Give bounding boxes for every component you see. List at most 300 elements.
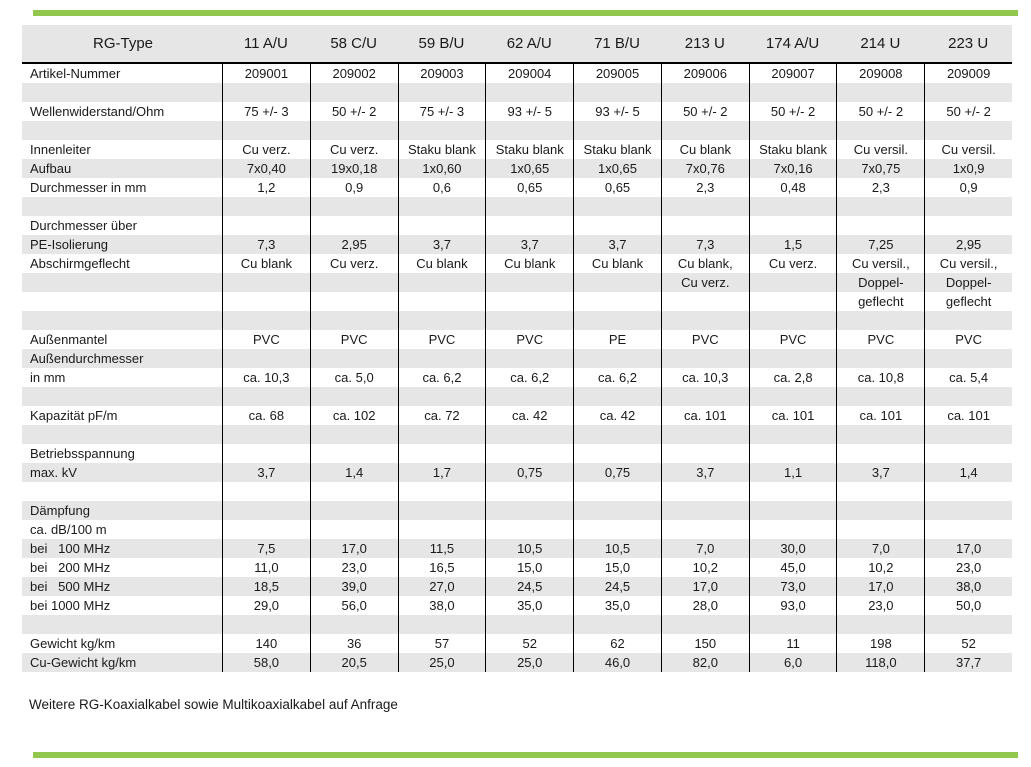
table-cell: 0,75: [485, 463, 573, 482]
table-cell: Cu versil.,: [836, 254, 924, 273]
table-cell: 50 +/- 2: [310, 102, 398, 121]
table-cell: [573, 482, 661, 501]
table-cell: [573, 501, 661, 520]
table-row: [22, 197, 1012, 216]
table-row: [22, 501, 1012, 520]
table-cell: [485, 197, 573, 216]
table-cell: 7x0,76: [661, 159, 749, 178]
table-cell: 24,5: [573, 577, 661, 596]
table-cell: [836, 615, 924, 634]
table-cell: ca. 5,0: [310, 368, 398, 387]
row-label: [22, 387, 222, 406]
table-cell: 50 +/- 2: [749, 102, 837, 121]
table-cell: ca. 102: [310, 406, 398, 425]
table-cell: [924, 387, 1012, 406]
table-cell: 0,9: [310, 178, 398, 197]
table-cell: [398, 311, 486, 330]
table-cell: [310, 216, 398, 235]
table-cell: 11,0: [222, 558, 310, 577]
table-cell: [222, 292, 310, 311]
table-cell: 10,2: [661, 558, 749, 577]
table-cell: ca. 10,3: [661, 368, 749, 387]
table-row: [22, 254, 1012, 273]
table-cell: [836, 482, 924, 501]
table-cell: [485, 292, 573, 311]
table-cell: 19x0,18: [310, 159, 398, 178]
table-cell: 7x0,75: [836, 159, 924, 178]
table-cell: [485, 501, 573, 520]
table-cell: 27,0: [398, 577, 486, 596]
row-label: Durchmesser in mm: [30, 180, 147, 195]
table-cell: [398, 615, 486, 634]
table-cell: [222, 349, 310, 368]
table-cell: [836, 387, 924, 406]
table-cell: PVC: [924, 330, 1012, 349]
table-cell: ca. 2,8: [749, 368, 837, 387]
table-cell: 0,9: [924, 178, 1012, 197]
table-cell: [836, 444, 924, 463]
table-cell: [749, 216, 837, 235]
table-cell: ca. 42: [573, 406, 661, 425]
table-cell: 23,0: [310, 558, 398, 577]
row-label: in mm: [30, 370, 66, 385]
table-cell: 209004: [485, 64, 573, 83]
table-cell: [749, 444, 837, 463]
table-cell: [222, 482, 310, 501]
table-row: [22, 463, 1012, 482]
table-cell: [573, 292, 661, 311]
table-cell: [749, 615, 837, 634]
table-cell: 17,0: [310, 539, 398, 558]
table-body: [22, 64, 1012, 672]
table-cell: 209005: [573, 64, 661, 83]
table-cell: PVC: [836, 330, 924, 349]
table-cell: ca. 101: [749, 406, 837, 425]
table-cell: 1x0,60: [398, 159, 486, 178]
table-cell: ca. 6,2: [398, 368, 486, 387]
table-cell: PVC: [661, 330, 749, 349]
table-cell: 2,95: [924, 235, 1012, 254]
table-cell: PVC: [485, 330, 573, 349]
table-cell: [573, 216, 661, 235]
footer-note: Weitere RG-Koaxialkabel sowie Multikoaxialkabel auf Anfrage: [29, 697, 398, 712]
table-cell: 62: [573, 634, 661, 653]
table-cell: geflecht: [924, 292, 1012, 311]
table-cell: Cu verz.: [661, 273, 749, 292]
table-cell: [661, 501, 749, 520]
column-header: 213 U: [684, 35, 725, 52]
table-cell: 56,0: [310, 596, 398, 615]
table-cell: Staku blank: [398, 140, 486, 159]
rg-coax-spec-table: [22, 25, 1012, 672]
table-cell: [661, 121, 749, 140]
table-cell: 198: [836, 634, 924, 653]
table-cell: 7,0: [661, 539, 749, 558]
table-cell: 20,5: [310, 653, 398, 672]
table-cell: 209006: [661, 64, 749, 83]
table-cell: [749, 520, 837, 539]
table-cell: Cu verz.: [310, 254, 398, 273]
row-label: bei 1000 MHz: [30, 598, 111, 613]
row-label: Durchmesser über: [30, 218, 137, 233]
table-cell: 25,0: [398, 653, 486, 672]
row-label: Gewicht kg/km: [30, 636, 116, 651]
table-cell: 57: [398, 634, 486, 653]
table-cell: [310, 311, 398, 330]
table-cell: [398, 349, 486, 368]
table-cell: [222, 615, 310, 634]
table-cell: [398, 444, 486, 463]
table-cell: 28,0: [661, 596, 749, 615]
table-cell: [661, 349, 749, 368]
row-label: bei 500 MHz: [30, 579, 111, 594]
table-cell: 11: [749, 634, 837, 653]
table-cell: 38,0: [924, 577, 1012, 596]
table-row: [22, 102, 1012, 121]
table-cell: [485, 387, 573, 406]
table-cell: [398, 292, 486, 311]
table-cell: [398, 425, 486, 444]
table-header-rg-type: RG-Type: [93, 35, 154, 52]
table-cell: [573, 311, 661, 330]
top-divider-bar: [33, 10, 1018, 16]
row-label: [22, 292, 222, 311]
table-cell: [924, 311, 1012, 330]
table-cell: [222, 520, 310, 539]
table-cell: [485, 482, 573, 501]
table-row: [22, 64, 1012, 83]
table-cell: 1,5: [749, 235, 837, 254]
table-cell: 10,2: [836, 558, 924, 577]
table-cell: 36: [310, 634, 398, 653]
table-cell: [398, 387, 486, 406]
table-cell: 7,25: [836, 235, 924, 254]
table-cell: Cu verz.: [222, 140, 310, 159]
table-cell: [222, 311, 310, 330]
table-row: [22, 349, 1012, 368]
table-cell: [661, 444, 749, 463]
table-cell: 39,0: [310, 577, 398, 596]
table-cell: [222, 197, 310, 216]
table-cell: 1,4: [924, 463, 1012, 482]
table-cell: [836, 425, 924, 444]
table-cell: [222, 273, 310, 292]
table-row: [22, 539, 1012, 558]
column-header: 71 B/U: [594, 35, 640, 52]
table-cell: 10,5: [485, 539, 573, 558]
table-cell: [924, 216, 1012, 235]
table-cell: [398, 482, 486, 501]
table-cell: 209001: [222, 64, 310, 83]
table-cell: [222, 501, 310, 520]
table-cell: ca. 101: [836, 406, 924, 425]
table-cell: 3,7: [222, 463, 310, 482]
table-cell: 209002: [310, 64, 398, 83]
table-row: [22, 159, 1012, 178]
row-label: Cu-Gewicht kg/km: [30, 655, 137, 670]
table-cell: 37,7: [924, 653, 1012, 672]
table-cell: 2,3: [661, 178, 749, 197]
table-cell: [573, 425, 661, 444]
table-cell: [310, 425, 398, 444]
table-cell: [573, 83, 661, 102]
table-cell: [573, 349, 661, 368]
table-cell: 93 +/- 5: [573, 102, 661, 121]
table-cell: 50,0: [924, 596, 1012, 615]
table-row: [22, 425, 1012, 444]
table-cell: [661, 292, 749, 311]
table-cell: 23,0: [836, 596, 924, 615]
table-cell: 52: [924, 634, 1012, 653]
table-row: [22, 558, 1012, 577]
table-cell: [924, 349, 1012, 368]
table-cell: 45,0: [749, 558, 837, 577]
table-cell: Cu versil.: [836, 140, 924, 159]
table-cell: [749, 83, 837, 102]
table-cell: [310, 520, 398, 539]
table-row: [22, 330, 1012, 349]
table-cell: [749, 197, 837, 216]
table-cell: [749, 311, 837, 330]
table-cell: [310, 444, 398, 463]
table-cell: [398, 197, 486, 216]
table-row: [22, 634, 1012, 653]
row-label: [22, 273, 222, 292]
table-row: [22, 387, 1012, 406]
table-cell: [749, 292, 837, 311]
table-row: [22, 577, 1012, 596]
table-cell: [310, 121, 398, 140]
table-cell: [836, 83, 924, 102]
table-row: [22, 615, 1012, 634]
row-label: Wellenwiderstand/Ohm: [30, 104, 165, 119]
table-row: [22, 596, 1012, 615]
table-cell: 73,0: [749, 577, 837, 596]
table-cell: 1,4: [310, 463, 398, 482]
table-cell: [924, 425, 1012, 444]
row-label: bei 200 MHz: [30, 560, 111, 575]
table-cell: Cu blank,: [661, 254, 749, 273]
table-cell: [749, 349, 837, 368]
table-cell: [222, 387, 310, 406]
table-cell: Cu verz.: [749, 254, 837, 273]
table-cell: 17,0: [924, 539, 1012, 558]
table-cell: 52: [485, 634, 573, 653]
table-cell: [661, 520, 749, 539]
table-cell: 0,6: [398, 178, 486, 197]
table-cell: 75 +/- 3: [398, 102, 486, 121]
table-cell: [398, 520, 486, 539]
table-cell: [924, 501, 1012, 520]
table-row: [22, 520, 1012, 539]
table-cell: 0,75: [573, 463, 661, 482]
table-cell: [924, 615, 1012, 634]
table-cell: [310, 501, 398, 520]
table-cell: Cu versil.,: [924, 254, 1012, 273]
row-label: [22, 482, 222, 501]
row-label: Dämpfung: [30, 503, 90, 518]
table-cell: PVC: [222, 330, 310, 349]
table-cell: 93 +/- 5: [485, 102, 573, 121]
table-cell: [398, 83, 486, 102]
table-cell: 3,7: [573, 235, 661, 254]
row-label: Abschirmgeflecht: [30, 256, 130, 271]
table-cell: [661, 387, 749, 406]
table-cell: [398, 501, 486, 520]
table-cell: ca. 68: [222, 406, 310, 425]
column-header: 223 U: [948, 35, 989, 52]
table-cell: [924, 197, 1012, 216]
column-header: 174 A/U: [765, 35, 820, 52]
table-cell: [398, 273, 486, 292]
table-cell: [573, 615, 661, 634]
table-row: [22, 444, 1012, 463]
table-cell: 209007: [749, 64, 837, 83]
table-cell: [661, 197, 749, 216]
table-cell: [924, 444, 1012, 463]
table-cell: [573, 520, 661, 539]
table-cell: 30,0: [749, 539, 837, 558]
table-cell: [222, 216, 310, 235]
table-cell: [924, 520, 1012, 539]
table-cell: 7x0,40: [222, 159, 310, 178]
row-label: Aufbau: [30, 161, 72, 176]
table-cell: 118,0: [836, 653, 924, 672]
table-cell: ca. 5,4: [924, 368, 1012, 387]
table-cell: [222, 83, 310, 102]
table-cell: ca. 6,2: [573, 368, 661, 387]
table-cell: 0,65: [573, 178, 661, 197]
table-cell: 24,5: [485, 577, 573, 596]
table-cell: [836, 311, 924, 330]
table-row: [22, 178, 1012, 197]
table-cell: 35,0: [573, 596, 661, 615]
table-cell: 7,3: [222, 235, 310, 254]
table-cell: 75 +/- 3: [222, 102, 310, 121]
table-cell: 150: [661, 634, 749, 653]
table-cell: Staku blank: [485, 140, 573, 159]
table-cell: Cu blank: [661, 140, 749, 159]
table-cell: 15,0: [485, 558, 573, 577]
table-cell: 209009: [924, 64, 1012, 83]
table-cell: PVC: [310, 330, 398, 349]
table-row: [22, 216, 1012, 235]
table-row: [22, 482, 1012, 501]
table-cell: Staku blank: [573, 140, 661, 159]
table-cell: ca. 72: [398, 406, 486, 425]
table-cell: [573, 387, 661, 406]
row-label: [22, 311, 222, 330]
table-cell: [661, 311, 749, 330]
table-cell: 17,0: [661, 577, 749, 596]
table-cell: 93,0: [749, 596, 837, 615]
table-cell: [573, 121, 661, 140]
table-cell: PVC: [398, 330, 486, 349]
column-header: 58 C/U: [330, 35, 378, 52]
table-cell: 50 +/- 2: [836, 102, 924, 121]
table-cell: [485, 349, 573, 368]
column-header: 59 B/U: [418, 35, 465, 52]
table-cell: 1,2: [222, 178, 310, 197]
table-cell: [749, 482, 837, 501]
table-cell: 3,7: [661, 463, 749, 482]
bottom-divider-bar: [33, 752, 1018, 758]
table-cell: Cu blank: [485, 254, 573, 273]
table-cell: 7,0: [836, 539, 924, 558]
table-row: [22, 292, 1012, 311]
table-cell: Cu verz.: [310, 140, 398, 159]
table-cell: [485, 615, 573, 634]
table-cell: [310, 615, 398, 634]
table-cell: [222, 425, 310, 444]
table-cell: [749, 273, 837, 292]
table-cell: [398, 216, 486, 235]
table-cell: 17,0: [836, 577, 924, 596]
table-cell: [485, 311, 573, 330]
column-header: 11 A/U: [243, 35, 288, 52]
table-cell: Cu blank: [573, 254, 661, 273]
table-cell: 38,0: [398, 596, 486, 615]
table-cell: [661, 425, 749, 444]
table-cell: 209003: [398, 64, 486, 83]
table-cell: geflecht: [836, 292, 924, 311]
table-cell: 25,0: [485, 653, 573, 672]
table-cell: [661, 216, 749, 235]
row-label: Außendurchmesser: [30, 351, 144, 366]
table-cell: 0,65: [485, 178, 573, 197]
row-label: [22, 121, 222, 140]
table-cell: Cu versil.: [924, 140, 1012, 159]
table-cell: [749, 425, 837, 444]
table-cell: [222, 444, 310, 463]
row-label: Kapazität pF/m: [30, 408, 118, 423]
table-cell: [310, 349, 398, 368]
table-cell: 140: [222, 634, 310, 653]
table-cell: 58,0: [222, 653, 310, 672]
table-cell: 29,0: [222, 596, 310, 615]
table-cell: ca. 6,2: [485, 368, 573, 387]
table-cell: 1,7: [398, 463, 486, 482]
row-label: Betriebsspannung: [30, 446, 135, 461]
table-cell: [310, 387, 398, 406]
row-label: Artikel-Nummer: [30, 66, 121, 81]
table-header-row: [22, 25, 1012, 64]
table-row: [22, 406, 1012, 425]
row-label: [22, 197, 222, 216]
row-label: Innenleiter: [30, 142, 91, 157]
table-cell: 82,0: [661, 653, 749, 672]
table-cell: [485, 83, 573, 102]
table-cell: [836, 216, 924, 235]
table-cell: ca. 101: [924, 406, 1012, 425]
table-cell: 23,0: [924, 558, 1012, 577]
table-cell: [749, 501, 837, 520]
table-cell: 11,5: [398, 539, 486, 558]
column-header: 214 U: [860, 35, 901, 52]
table-cell: [485, 425, 573, 444]
table-row: [22, 83, 1012, 102]
table-cell: 18,5: [222, 577, 310, 596]
table-cell: [924, 83, 1012, 102]
table-row: [22, 311, 1012, 330]
table-row: [22, 273, 1012, 292]
table-cell: [836, 121, 924, 140]
table-cell: 1x0,65: [573, 159, 661, 178]
table-cell: Doppel-: [924, 273, 1012, 292]
table-cell: [924, 121, 1012, 140]
table-cell: 7,3: [661, 235, 749, 254]
table-cell: 3,7: [398, 235, 486, 254]
